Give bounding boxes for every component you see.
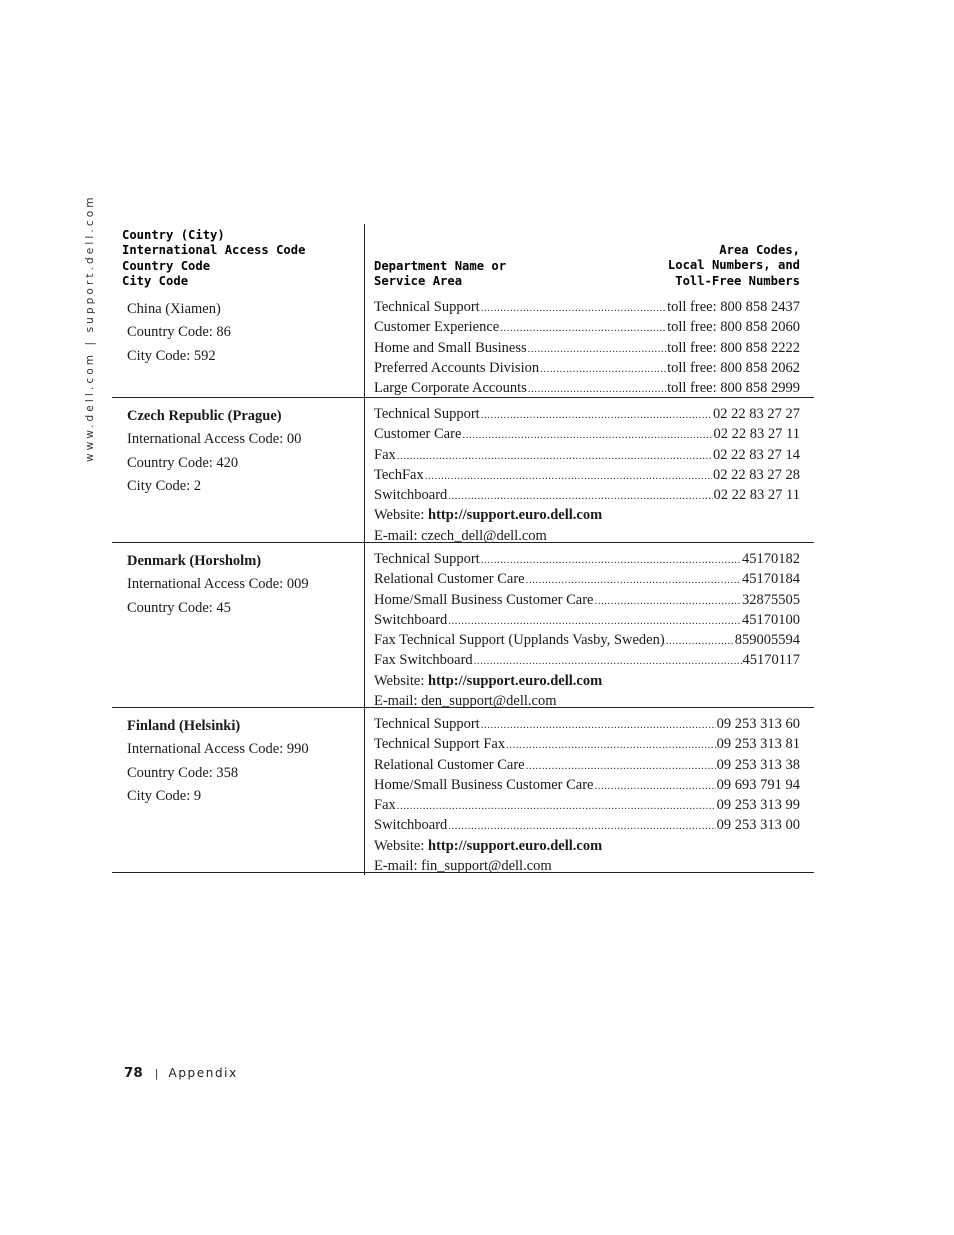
department-name: TechFax — [374, 466, 424, 483]
department-name: Fax Switchboard — [374, 652, 473, 669]
phone-number: 09 253 313 60 — [716, 716, 800, 732]
leader-dots — [666, 631, 734, 651]
website-line — [374, 505, 800, 525]
country-name: Czech Republic (Prague) — [127, 408, 282, 424]
country-info — [127, 298, 231, 368]
leader-dots — [448, 611, 741, 631]
phone-number: toll free: 800 858 2222 — [667, 339, 800, 356]
country-info-line: City Code: 2 — [127, 478, 202, 495]
department-row — [374, 338, 800, 358]
department-row — [374, 590, 800, 610]
leader-dots — [595, 591, 742, 611]
phone-number: 45170182 — [742, 551, 800, 567]
country-name: China (Xiamen) — [127, 301, 221, 317]
header-toll-free-numbers: Toll-Free Numbers — [675, 273, 800, 288]
country-group — [112, 398, 814, 543]
email-line: E-mail: fin_support@dell.com — [374, 858, 552, 875]
phone-number: 45170184 — [742, 571, 800, 588]
department-list — [374, 549, 800, 711]
department-list — [374, 404, 800, 546]
country-info-line: Country Code: 86 — [127, 324, 231, 341]
department-row — [374, 610, 800, 630]
department-row — [374, 297, 800, 317]
country-info-line: Country Code: 420 — [127, 454, 239, 471]
department-row — [374, 714, 800, 734]
country-info-line: Country Code: 45 — [127, 599, 231, 616]
country-info — [127, 405, 301, 499]
department-name: Fax — [374, 797, 396, 814]
country-info-line: City Code: 9 — [127, 788, 202, 805]
contact-table — [112, 224, 814, 873]
leader-dots — [462, 425, 712, 445]
department-row — [374, 650, 800, 670]
header-numbers-column — [668, 243, 800, 289]
phone-number: 09 253 313 00 — [716, 817, 800, 834]
leader-dots — [526, 756, 716, 776]
phone-number: 32875505 — [742, 591, 800, 608]
website-label: Website: — [374, 672, 425, 689]
department-list — [374, 714, 800, 876]
website-label: Website: — [374, 837, 425, 854]
department-name: Home and Small Business — [374, 339, 527, 356]
department-row — [374, 404, 800, 424]
email-line: E-mail: den_support@dell.com — [374, 693, 557, 710]
country-info — [127, 550, 309, 620]
website-line — [374, 836, 800, 856]
phone-number: toll free: 800 858 2060 — [667, 319, 800, 336]
department-row — [374, 445, 800, 465]
department-name: Switchboard — [374, 487, 448, 504]
department-row — [374, 378, 800, 398]
country-info-line: City Code: 592 — [127, 347, 216, 364]
leader-dots — [481, 550, 741, 570]
website-line — [374, 671, 800, 691]
country-info — [127, 715, 309, 809]
department-row — [374, 775, 800, 795]
phone-number: 02 22 83 27 11 — [713, 487, 800, 504]
leader-dots — [595, 776, 716, 796]
phone-number: toll free: 800 858 2062 — [667, 359, 800, 376]
department-row — [374, 317, 800, 337]
country-name: Finland (Helsinki) — [127, 718, 241, 734]
department-name: Technical Support — [374, 406, 480, 422]
leader-dots — [506, 735, 716, 755]
phone-number: toll free: 800 858 2999 — [667, 380, 800, 397]
department-name: Home/Small Business Customer Care — [374, 591, 594, 608]
header-department-column — [374, 259, 506, 290]
department-name: Relational Customer Care — [374, 571, 525, 588]
department-row — [374, 358, 800, 378]
department-name: Switchboard — [374, 817, 448, 834]
phone-number: toll free: 800 858 2437 — [667, 299, 800, 315]
leader-dots — [397, 796, 716, 816]
phone-number: 02 22 83 27 14 — [713, 446, 800, 463]
country-group — [112, 708, 814, 873]
website-link[interactable]: http://support.euro.dell.com — [428, 837, 603, 854]
department-row — [374, 815, 800, 835]
leader-dots — [528, 339, 666, 359]
phone-number: 02 22 83 27 11 — [713, 426, 800, 443]
leader-dots — [500, 318, 666, 338]
leader-dots — [481, 405, 712, 425]
leader-dots — [425, 466, 712, 486]
department-row — [374, 424, 800, 444]
leader-dots — [526, 570, 741, 590]
department-name: Switchboard — [374, 611, 448, 628]
leader-dots — [448, 486, 712, 506]
department-list — [374, 297, 800, 398]
phone-number: 45170100 — [742, 611, 800, 628]
department-row — [374, 485, 800, 505]
country-group — [112, 291, 814, 398]
header-local-numbers: Local Numbers, and — [667, 258, 800, 273]
country-info-line: International Access Code: 990 — [127, 741, 309, 758]
header-area-codes: Area Codes, — [719, 243, 800, 257]
department-row — [374, 755, 800, 775]
phone-number: 02 22 83 27 27 — [713, 406, 800, 422]
phone-number: 09 693 791 94 — [716, 776, 800, 793]
header-country-city: Country (City) — [122, 228, 225, 242]
header-country-code: Country Code — [122, 258, 211, 273]
email-line: E-mail: czech_dell@dell.com — [374, 527, 547, 544]
phone-number: 09 253 313 99 — [716, 797, 800, 814]
department-name: Large Corporate Accounts — [374, 380, 527, 397]
department-row — [374, 569, 800, 589]
department-name: Relational Customer Care — [374, 756, 525, 773]
leader-dots — [474, 651, 742, 671]
header-international-access-code: International Access Code — [122, 243, 306, 258]
phone-number: 09 253 313 38 — [716, 756, 800, 773]
department-name: Fax Technical Support (Upplands Vasby, Sweden) — [374, 632, 665, 649]
website-label: Website: — [374, 507, 425, 524]
leader-dots — [528, 379, 666, 399]
section-name: Appendix — [168, 1066, 238, 1080]
department-name: Home/Small Business Customer Care — [374, 776, 594, 793]
department-name: Customer Care — [374, 426, 462, 443]
header-country-column — [122, 228, 305, 290]
department-row — [374, 795, 800, 815]
department-name: Fax — [374, 446, 396, 463]
table-header — [112, 224, 814, 291]
department-row — [374, 734, 800, 754]
department-row — [374, 549, 800, 569]
department-name: Technical Support — [374, 716, 480, 732]
leader-dots — [397, 446, 712, 466]
leader-dots — [448, 816, 715, 836]
phone-number: 45170117 — [742, 652, 800, 669]
department-name: Customer Experience — [374, 319, 500, 336]
department-row — [374, 465, 800, 485]
phone-number: 02 22 83 27 28 — [713, 466, 800, 483]
country-info-line: Country Code: 358 — [127, 764, 239, 781]
website-link[interactable]: http://support.euro.dell.com — [428, 672, 603, 689]
page-number: 78 — [124, 1065, 143, 1081]
country-info-line: International Access Code: 00 — [127, 431, 302, 448]
department-name: Technical Support — [374, 551, 480, 567]
phone-number: 09 253 313 81 — [716, 736, 800, 753]
sidebar-url: www.dell.com | support.dell.com — [84, 194, 96, 462]
country-group — [112, 543, 814, 708]
country-info-line: International Access Code: 009 — [127, 576, 309, 593]
header-city-code: City Code — [122, 274, 189, 289]
department-row — [374, 630, 800, 650]
website-link[interactable]: http://support.euro.dell.com — [428, 507, 603, 524]
leader-dots — [540, 359, 666, 379]
leader-dots — [481, 298, 666, 318]
footer-separator: | — [154, 1067, 159, 1080]
header-service-area: Service Area — [374, 274, 463, 289]
page-footer — [124, 1062, 238, 1081]
department-name: Technical Support Fax — [374, 736, 506, 753]
department-name: Preferred Accounts Division — [374, 359, 540, 376]
leader-dots — [481, 715, 716, 735]
header-department-name: Department Name or — [374, 259, 507, 273]
country-name: Denmark (Horsholm) — [127, 553, 262, 569]
department-name: Technical Support — [374, 299, 480, 315]
country-groups — [112, 291, 814, 873]
phone-number: 859005594 — [734, 632, 800, 649]
